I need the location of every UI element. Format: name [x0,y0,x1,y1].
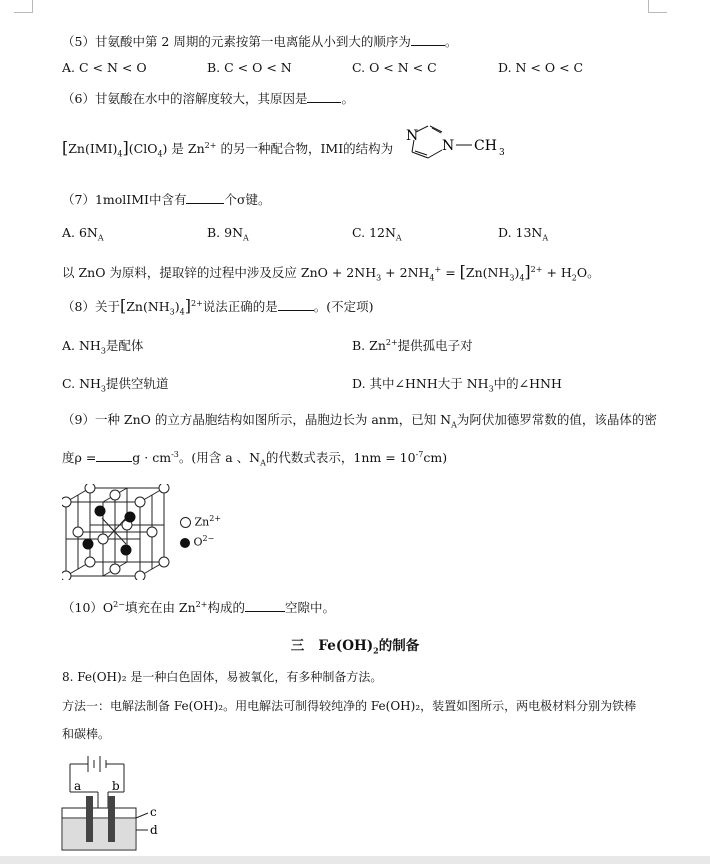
q8-option-a: A. $NH_3$是配体 [62,338,144,356]
q10-stem: $(10)O^{2-}$填充在由 $Zn^{2+}$构成的 空隙中。 [62,599,335,615]
apparatus-label-a: a [74,779,82,793]
q5-option-d: D. N < O < C [498,60,584,75]
section-heading: 三 $Fe(OH)_2$的制备 [290,638,420,656]
q8-stem: （8）关于$[Zn(NH_3)_4]^{2+}$说法正确的是 。(不定项) [62,296,374,317]
corner-mark-left [14,0,33,13]
legend-zn: $Zn^{2+}$ [180,514,221,529]
q9-line2: 度$\rho = g \cdot cm^{-3}$。(用含 a 、$N_A$的代数式表示，$1nm = 10^{-7}cm$) [62,449,448,468]
legend-o: $O^{2-}$ [180,534,214,549]
q8-option-d: D. 其中∠HNH大于 $NH_3$中的∠HNH [352,376,562,394]
q9-line1: （9）一种 ZnO 的立方晶胞结构如图所示，晶胞边长为 anm，已知 $N_A$为阿伏加德罗常数的值，该晶体的密 [62,412,657,430]
q7-option-d: D. $13N_A$ [498,225,549,243]
q7-option-a: A. $6N_A$ [62,225,104,243]
imi-n1-label: N [406,128,419,144]
imi-ch3-sub: 3 [499,148,505,158]
q5-option-c: C. O < N < C [352,60,437,75]
electrolysis-apparatus-diagram [60,750,164,856]
q5-option-a: A. C < N < O [62,60,147,75]
page-bottom-bar [0,856,710,864]
q8-option-b: B. $Zn^{2+}$提供孤电子对 [352,337,473,353]
zno-reaction-line: 以 ZnO 为原料，提取锌的过程中涉及反应 ZnO + $2NH_3 + 2NH_4^+ = [Zn(NH_3)_4]^{2+} + H_2O$。 [62,262,600,283]
q8-option-c: C. $NH_3$提供空轨道 [62,376,169,394]
imi-statement: $[Zn(IMI)_4](ClO_4)$ 是 $Zn^{2+}$ 的另一种配合物，IMI的结构为 [62,138,394,159]
electrolysis-method: 方法一：电解法制备 Fe(OH)₂。用电解法可制得较纯净的 Fe(OH)₂，装置如图所示，两电极材料分别为铁棒 [62,699,637,713]
q6-stem: （6）甘氨酸在水中的溶解度较大，其原因是 。 [62,91,354,106]
electrolysis-method-cont: 和碳棒。 [62,727,111,741]
q5-option-b: B. C < O < N [207,60,292,75]
q7-stem: （7）1molIMI中含有 个σ键。 [62,192,271,207]
fe-oh2-intro: 8. Fe(OH)₂ 是一种白色固体，易被氧化，有多种制备方法。 [62,670,383,684]
imi-n2-label: N [442,138,455,154]
q7-option-b: B. $9N_A$ [207,225,249,243]
zno-unit-cell-diagram [62,484,172,580]
imi-ch3-label: CH [474,138,497,154]
q5-stem: （5）甘氨酸中第 2 周期的元素按第一电离能从小到大的顺序为 。 [62,34,458,49]
apparatus-label-d: d [150,823,158,837]
apparatus-label-b: b [112,779,120,793]
apparatus-label-c: c [150,805,157,819]
q7-option-c: C. $12N_A$ [352,225,402,243]
imi-structure-diagram [398,118,518,166]
corner-mark-right [648,0,667,13]
